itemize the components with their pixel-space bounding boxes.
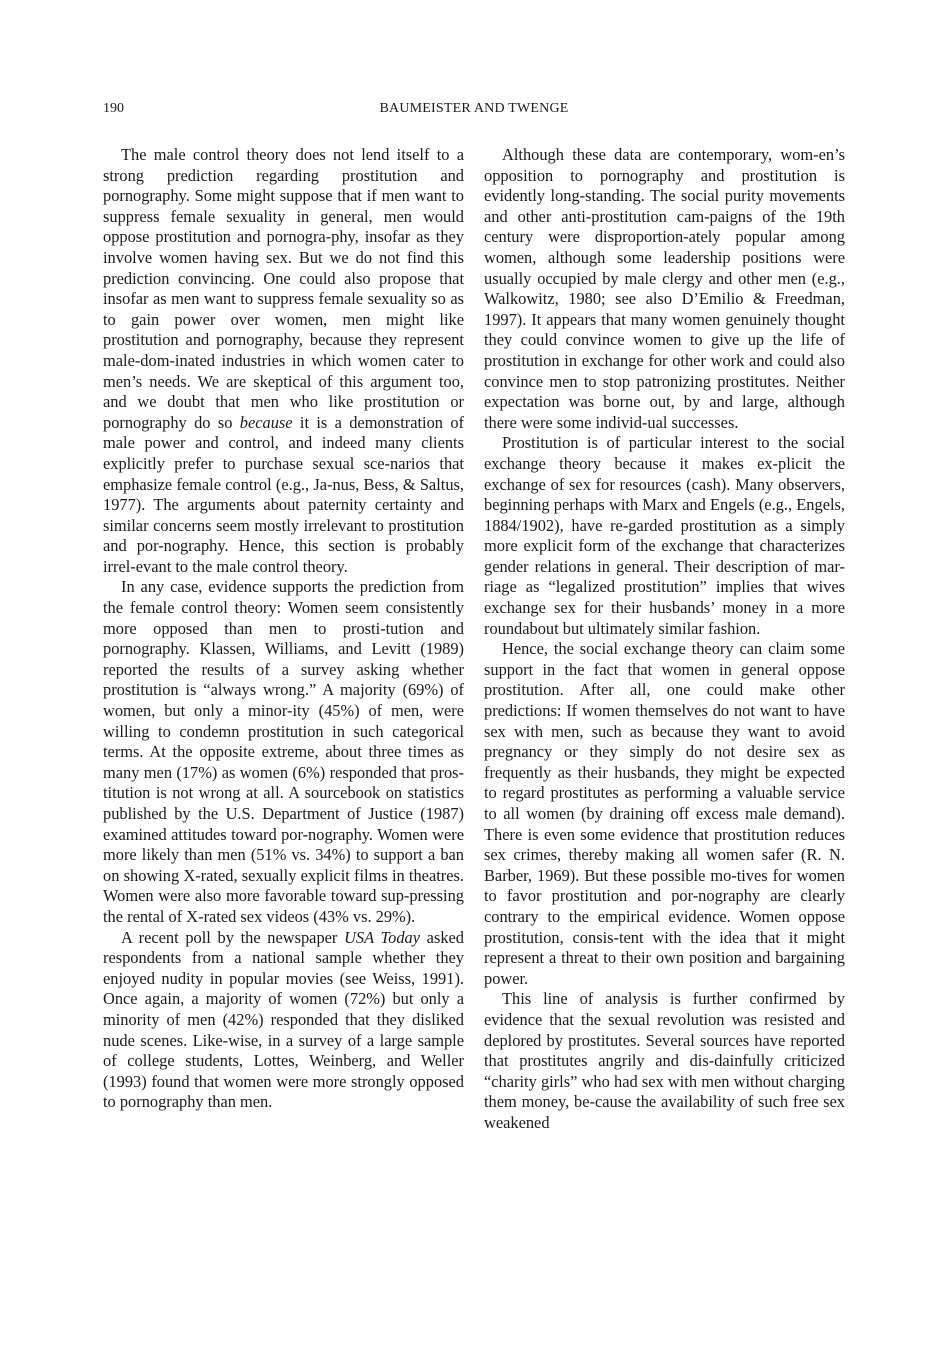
paragraph: Prostitution is of particular interest to the social exchange theory because it makes ex-plicit the exchange of sex for resources (cash). Many observers, beginning perhaps with Marx and Engels (e.g., Engels, 1884/1902), have re-garded prostitution as a simply more explicit form of the exchange that characterizes gender relations in general. Their description of mar-riage as “legalized prostitution” implies that wives exchange sex for their husbands’ money in a more roundabout but ultimately similar fashion. — [484, 433, 845, 638]
emphasis: because — [239, 412, 293, 432]
running-title: BAUMEISTER AND TWENGE — [379, 101, 569, 116]
paragraph: Although these data are contemporary, wom-en’s opposition to pornography and prostitution is evidently long-standing. The social purity movements and other anti-prostitution cam-paigns of the 19th century were disproportion-ately popular among women, although some leadership positions were usually occupied by male clergy and other men (e.g., Walkowitz, 1980; see also D’Emilio & Freedman, 1997). It appears that many women genuinely thought they could convince women to give up the life of prostitution in exchange for other work and could also convince men to stop patronizing prostitutes. Neither expectation was borne out, by and large, although there were some individ-ual successes. — [484, 145, 845, 432]
left-column — [103, 145, 464, 1113]
right-column — [484, 145, 845, 1134]
paragraph: The male control theory does not lend itself to a strong prediction regarding prostitution and pornography. Some might suppose that if men want to suppress female sexuality in general, men would oppose prostitution and pornogra-phy, insofar as they involve women having sex. But we do not find this prediction convincing. One could also propose that insofar as men want to suppress female sexuality so as to gain power over women, men might like prostitution and pornography, because they represent male-dom-inated industries in which women cater to men’s needs. We are skeptical of this argument too, and we doubt that men who like prostitution or pornography do so because it is a demonstration of male power and control, and indeed many clients explicitly prefer to purchase sexual sce-narios that emphasize female control (e.g., Ja-nus, Bess, & Saltus, 1977). The arguments about paternity certainty and similar concerns seem mostly irrelevant to prostitution and por-nography. Hence, this section is probably irrel-evant to the male control theory. — [103, 145, 464, 576]
journal-title: USA Today — [344, 927, 420, 947]
paragraph: In any case, evidence supports the prediction from the female control theory: Women seem consistently more opposed than men to prosti-tution and pornography. Klassen, Williams, and Levitt (1989) reported the results of a survey asking whether prostitution is “always wrong.” A majority (69%) of women, but only a minor-ity (45%) of men, were willing to condemn prostitution in such categorical terms. At the opposite extreme, about three times as many men (17%) as women (6%) responded that pros-titution is not wrong at all. A sourcebook on statistics published by the U.S. Department of Justice (1987) examined attitudes toward por-nography. Women were more likely than men (51% vs. 34%) to support a ban on showing X-rated, sexually explicit films in theatres. Women were also more favorable toward sup-pressing the rental of X-rated sex videos (43% vs. 29%). — [103, 577, 464, 926]
paragraph: This line of analysis is further confirmed by evidence that the sexual revolution was resisted and deplored by prostitutes. Several sources have reported that prostitutes angrily and dis-dainfully criticized “charity girls” who had sex with men without charging them money, be-cause the availability of such free sex weakened — [484, 989, 845, 1132]
running-head — [103, 99, 845, 119]
paragraph: Hence, the social exchange theory can claim some support in the fact that women in general oppose prostitution. After all, one could make other predictions: If women themselves do not want to have sex with men, such as because they want to avoid pregnancy or they simply do not desire sex as frequently as their husbands, they might be expected to regard prostitutes as performing a valuable service to all women (by draining off excess male demand). There is even some evidence that prostitution reduces sex crimes, thereby making all women safer (R. N. Barber, 1969). But these possible mo-tives for women to favor prostitution and por-nography are clearly contrary to the empirical evidence. Women oppose prostitution, consis-tent with the idea that it might represent a threat to their own position and bargaining power. — [484, 639, 845, 988]
paragraph: A recent poll by the newspaper USA Today asked respondents from a national sample whether they enjoyed nudity in popular movies (see Weiss, 1991). Once again, a majority of women (72%) but only a minority of men (42%) responded that they disliked nude scenes. Like-wise, in a survey of a large sample of college students, Lottes, Weinberg, and Weller (1993) found that women were more strongly opposed to pornography than men. — [103, 927, 464, 1112]
page-number: 190 — [103, 101, 124, 116]
